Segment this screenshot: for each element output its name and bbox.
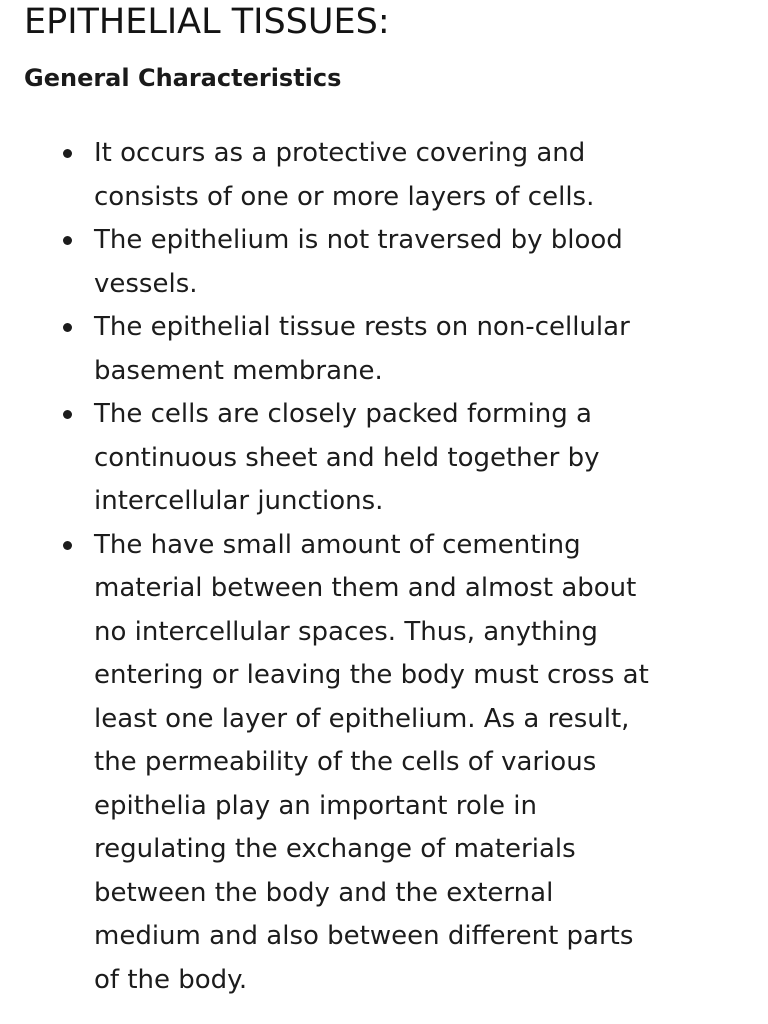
list-item-text: It occurs as a protective covering and (94, 138, 586, 168)
list-item-text: material between them and almost about (94, 573, 637, 603)
characteristics-list (94, 132, 762, 1002)
bullet-icon (63, 410, 72, 419)
list-item-text: intercellular junctions. (94, 486, 384, 516)
list-item-text: basement membrane. (94, 355, 383, 386)
list-item-text: The epithelium is not traversed by blood (94, 225, 623, 255)
list-item-text: The epithelial tissue rests on non-cellular (94, 312, 630, 342)
list-item (94, 306, 762, 393)
list-item (94, 132, 762, 219)
bullet-icon (63, 323, 72, 332)
list-item-text: epithelia play an important role in (94, 790, 537, 821)
list-item-text: between the body and the external (94, 877, 554, 908)
list-item-text: entering or leaving the body must cross at (94, 660, 649, 690)
list-item-text: regulating the exchange of materials (94, 834, 576, 864)
page-title: EPITHELIAL TISSUES: (24, 2, 390, 42)
bullet-icon (63, 149, 72, 158)
list-item-text: consists of one or more layers of cells. (94, 181, 595, 212)
list-item (94, 219, 762, 306)
list-item-text: of the body. (94, 964, 248, 995)
list-item-text: vessels. (94, 268, 198, 299)
section-heading: General Characteristics (24, 64, 342, 92)
list-item-text: continuous sheet and held together by (94, 442, 600, 473)
list-item-text: The cells are closely packed forming a (94, 399, 592, 429)
list-item-text: no intercellular spaces. Thus, anything (94, 616, 598, 647)
list-item-text: The have small amount of cementing (94, 529, 581, 560)
list-item (94, 524, 762, 1003)
bullet-icon (63, 541, 72, 550)
bullet-icon (63, 236, 72, 245)
list-item-text: the permeability of the cells of various (94, 747, 597, 777)
list-item (94, 393, 762, 524)
list-item-text: medium and also between different parts (94, 921, 634, 951)
list-item-text: least one layer of epithelium. As a result, (94, 703, 630, 734)
